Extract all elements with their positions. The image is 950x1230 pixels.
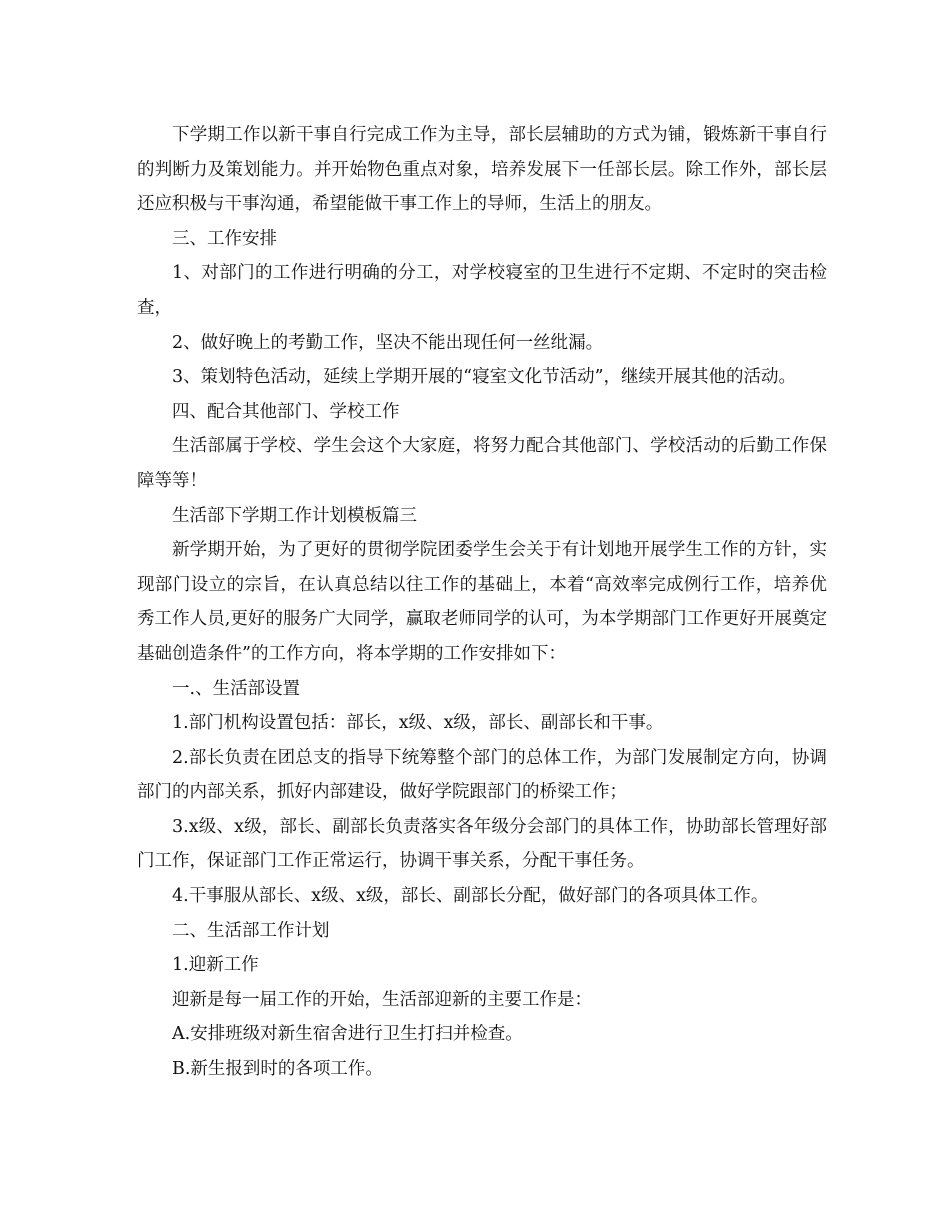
welcome-item-a: A.安排班级对新生宿舍进行卫生打扫并检查。 bbox=[172, 1024, 523, 1045]
setup-item-3: 3.x级、x级，部长、副部长负责落实各年级分会部门的具体工作，协助部长管理好部门工作，保证部门工作正常运行，协调干事关系，分配干事任务。 bbox=[137, 816, 827, 872]
list-item-1: 1、对部门的工作进行明确的分工，对学校寝室的卫生进行不定期、不定时的突击检查， bbox=[137, 263, 827, 318]
paragraph-intro: 下学期工作以新干事自行完成工作为主导，部长层辅助的方式为铺，锻炼新干事自行的判断力及策划能力。并开始物色重点对象，培养发展下一任部长层。除工作外，部长层还应积极与干事沟通，希望能做干事工作上的导师，生活上的朋友。 bbox=[137, 125, 827, 215]
document-body bbox=[137, 118, 827, 1087]
heading-department-setup: 一.、生活部设置 bbox=[172, 678, 301, 699]
list-item-3: 3、策划特色活动，延续上学期开展的“寝室文化节活动”，继续开展其他的活动。 bbox=[172, 367, 797, 388]
setup-item-2: 2.部长负责在团总支的指导下统筹整个部门的总体工作，为部门发展制定方向，协调部门的内部关系，抓好内部建设，做好学院跟部门的桥梁工作； bbox=[137, 747, 827, 803]
heading-work-arrangement: 三、工作安排 bbox=[172, 228, 277, 249]
paragraph-cooperate: 生活部属于学校、学生会这个大家庭，将努力配合其他部门、学校活动的后勤工作保障等等！ bbox=[137, 436, 827, 491]
heading-work-plan: 二、生活部工作计划 bbox=[172, 920, 330, 941]
paragraph-welcome: 迎新是每一届工作的开始，生活部迎新的主要工作是： bbox=[172, 989, 592, 1010]
welcome-item-b: B.新生报到时的各项工作。 bbox=[172, 1059, 383, 1080]
setup-item-4: 4.干事服从部长、x级、x级，部长、副部长分配，做好部门的各项具体工作。 bbox=[172, 886, 769, 907]
setup-item-1: 1.部门机构设置包括：部长，x级、x级，部长、副部长和干事。 bbox=[172, 713, 664, 734]
plan-item-welcome: 1.迎新工作 bbox=[172, 955, 259, 976]
paragraph-new-semester: 新学期开始，为了更好的贯彻学院团委学生会关于有计划地开展学生工作的方针，实现部门设立的宗旨，在认真总结以往工作的基础上，本着“高效率完成例行工作，培养优秀工作人员,更好的服务广大同学，赢取老师同学的认可，为本学期部门工作更好开展奠定基础创造条件”的工作方向，将本学期的工作安排如下： bbox=[137, 540, 827, 664]
heading-cooperate: 四、配合其他部门、学校工作 bbox=[172, 401, 400, 422]
section-title-part-three: 生活部下学期工作计划模板篇三 bbox=[172, 505, 417, 526]
list-item-2: 2、做好晚上的考勤工作，坚决不能出现任何一丝纰漏。 bbox=[172, 332, 604, 353]
